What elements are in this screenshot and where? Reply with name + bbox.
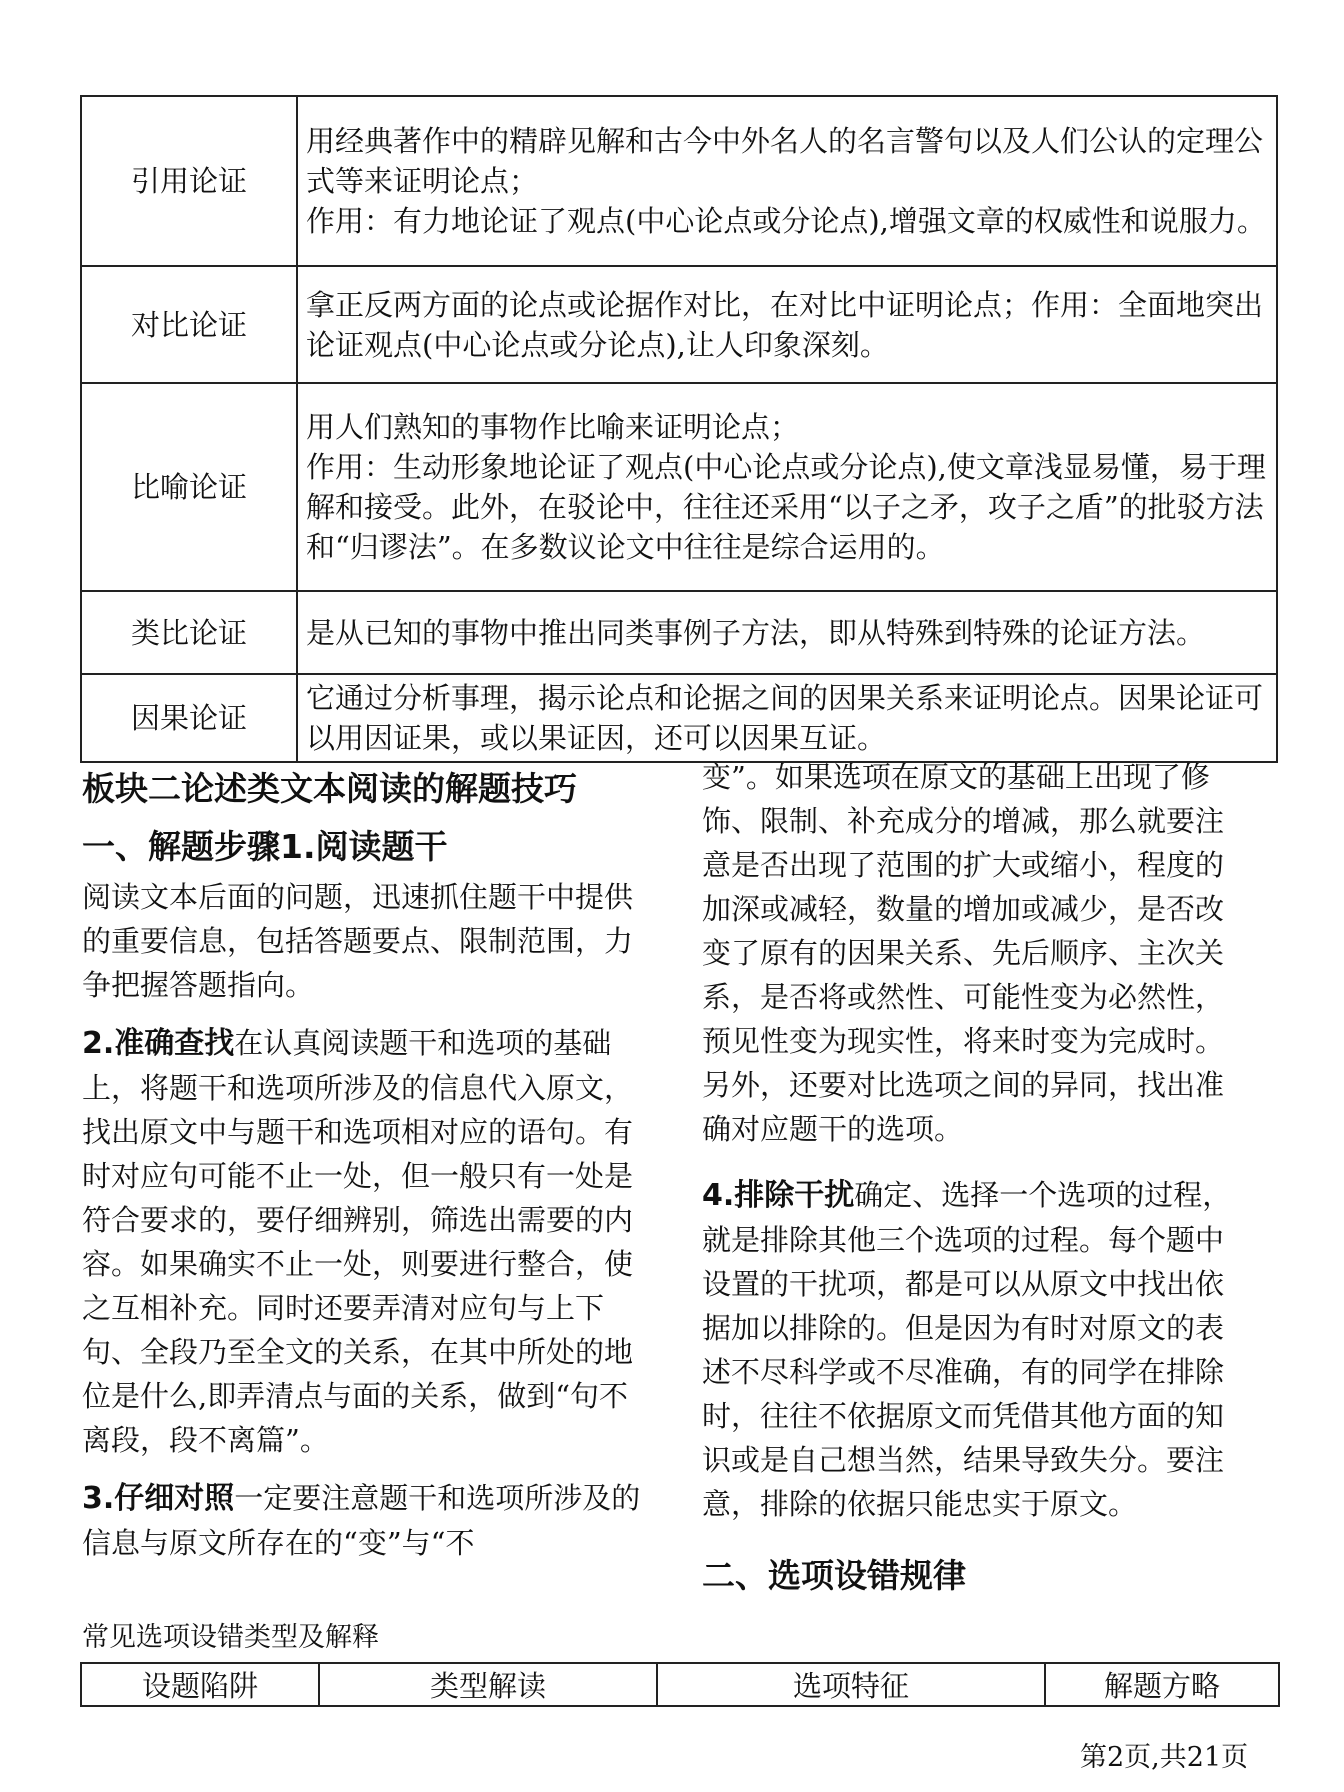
page-number: 第2页,共21页 (1080, 1742, 1249, 1773)
step3-text-continued: 变”。如果选项在原文的基础上出现了修饰、限制、补充成分的增减，那么就要注意是否出现了范围的扩大或缩小，程度的加深或减轻，数量的增加或减少，是否改变了原有的因果关系、先后顺序、主次关系，是否将或然性、可能性变为必然性，预见性变为现实性，将来时变为完成时。另外，还要对比选项之间的异同，找出准确对应题干的选项。 (702, 760, 1225, 1146)
table-row (81, 674, 1277, 762)
step2-title: 2.准确查找 (82, 1026, 235, 1061)
table-row (81, 591, 1277, 674)
part2-heading: 二、选项设错规律 (702, 1556, 966, 1595)
method-description: 它通过分析事理，揭示论点和论据之间的因果关系来证明论点。因果论证可以用因证果，或以果证因，还可以因果互证。 (297, 674, 1277, 762)
table-caption: 常见选项设错类型及解释 (82, 1622, 379, 1653)
step4-paragraph (702, 1173, 1242, 1526)
table-row (81, 383, 1277, 591)
method-name: 引用论证 (81, 96, 297, 266)
table-row (81, 266, 1277, 383)
method-name: 类比论证 (81, 591, 297, 674)
column-header: 设题陷阱 (81, 1663, 319, 1706)
method-description: 拿正反两方面的论点或论据作对比，在对比中证明论点；作用：全面地突出论证观点(中心论点或分论点),让人印象深刻。 (297, 266, 1277, 383)
step2-text: 在认真阅读题干和选项的基础上，将题干和选项所涉及的信息代入原文，找出原文中与题干和选项相对应的语句。有时对应句可能不止一处，但一般只有一处是符合要求的，要仔细辨别，筛选出需要的内容。如果确实不止一处，则要进行整合，使之互相补充。同时还要弄清对应句与上下句、全段乃至全文的关系，在其中所处的地位是什么,即弄清点与面的关系，做到“句不离段，段不离篇”。 (82, 1026, 634, 1457)
part1-heading: 一、解题步骤1.阅读题干 (82, 827, 448, 866)
step1-text: 阅读文本后面的问题，迅速抓住题干中提供的重要信息，包括答题要点、限制范围，力争把握答题指向。 (82, 880, 634, 1002)
left-column (82, 755, 652, 1565)
column-header: 解题方略 (1045, 1663, 1279, 1706)
table-header-row (81, 1663, 1279, 1706)
step4-title: 4.排除干扰 (702, 1178, 855, 1213)
table-row (81, 96, 1277, 266)
method-name: 比喻论证 (81, 383, 297, 591)
step4-text: 确定、选择一个选项的过程，就是排除其他三个选项的过程。每个题中设置的干扰项，都是可以从原文中找出依据加以排除的。但是因为有时对原文的表述不尽科学或不尽准确，有的同学在排除时，往往不依据原文而凭借其他方面的知识或是自己想当然，结果导致失分。要注意，排除的依据只能忠实于原文。 (702, 1178, 1232, 1521)
method-description: 是从已知的事物中推出同类事例子方法，即从特殊到特殊的论证方法。 (297, 591, 1277, 674)
method-name: 对比论证 (81, 266, 297, 383)
step2-paragraph (82, 1021, 652, 1462)
step3-text: 一定要注意题干和选项所涉及的信息与原文所存在的“变”与“不 (82, 1481, 641, 1560)
argument-methods-table (80, 95, 1278, 763)
method-name: 因果论证 (81, 674, 297, 762)
right-column (702, 755, 1242, 1598)
column-header: 选项特征 (657, 1663, 1045, 1706)
option-errors-table (80, 1662, 1280, 1707)
step3-paragraph (82, 1476, 652, 1565)
section-title: 板块二论述类文本阅读的解题技巧 (82, 769, 577, 808)
method-description: 用人们熟知的事物作比喻来证明论点； 作用：生动形象地论证了观点(中心论点或分论点),使文章浅显易懂，易于理解和接受。此外，在驳论中，往往还采用“以子之矛，攻子之盾”的批驳方法和“归谬法”。在多数议论文中往往是综合运用的。 (297, 383, 1277, 591)
column-header: 类型解读 (319, 1663, 657, 1706)
step3-title: 3.仔细对照 (82, 1481, 235, 1516)
method-description: 用经典著作中的精辟见解和古今中外名人的名言警句以及人们公认的定理公式等来证明论点； 作用：有力地论证了观点(中心论点或分论点),增强文章的权威性和说服力。 (297, 96, 1277, 266)
